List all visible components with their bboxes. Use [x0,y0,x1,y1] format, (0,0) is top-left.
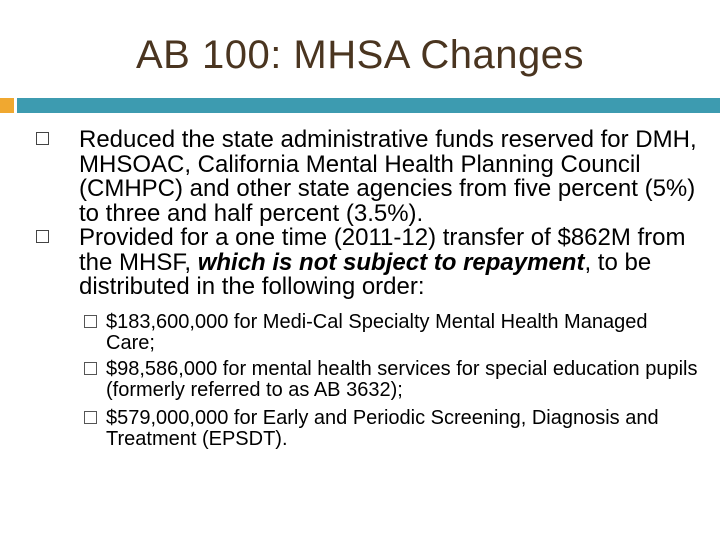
bullet-text-end: , to be distributed in the following order: [79,248,652,300]
accent-bar-orange [0,98,14,113]
checkbox-bullet-icon [84,362,97,375]
sub-bullet-text: $183,600,000 for Medi-Cal Specialty Mental Health Managed Care; [106,310,648,354]
accent-bar-teal [17,98,720,113]
checkbox-bullet-icon [84,411,97,424]
bullet-text: Reduced the state administrative funds reserved for DMH, MHSOAC, California Mental Health Planning Council (CMHPC) and other state agencies from five percent (5%) to three and half percent (3.5%). [79,126,697,227]
bullet-item [0,226,720,300]
bullet-list [0,128,720,450]
bullet-text-start: Provided for a one time (2011-12) transfer of $862M from the MHSF, [79,224,686,276]
bullet-emphasis: repayment [463,248,585,276]
sub-bullet-item [0,312,720,354]
slide-title: AB 100: MHSA Changes [135,33,585,77]
bullet-emphasis: which is not subject to [197,248,457,276]
sub-bullet-text: $579,000,000 for Early and Periodic Screening, Diagnosis and Treatment (EPSDT). [106,406,659,450]
checkbox-bullet-icon [84,315,97,328]
sub-bullet-text: $98,586,000 for mental health services for special education pupils (formerly referred to as AB 3632); [106,357,698,401]
bullet-item [0,128,720,226]
square-bullet-icon [36,230,49,243]
square-bullet-icon [36,132,49,145]
sub-bullet-item [0,408,720,450]
sub-bullet-item [0,359,720,401]
